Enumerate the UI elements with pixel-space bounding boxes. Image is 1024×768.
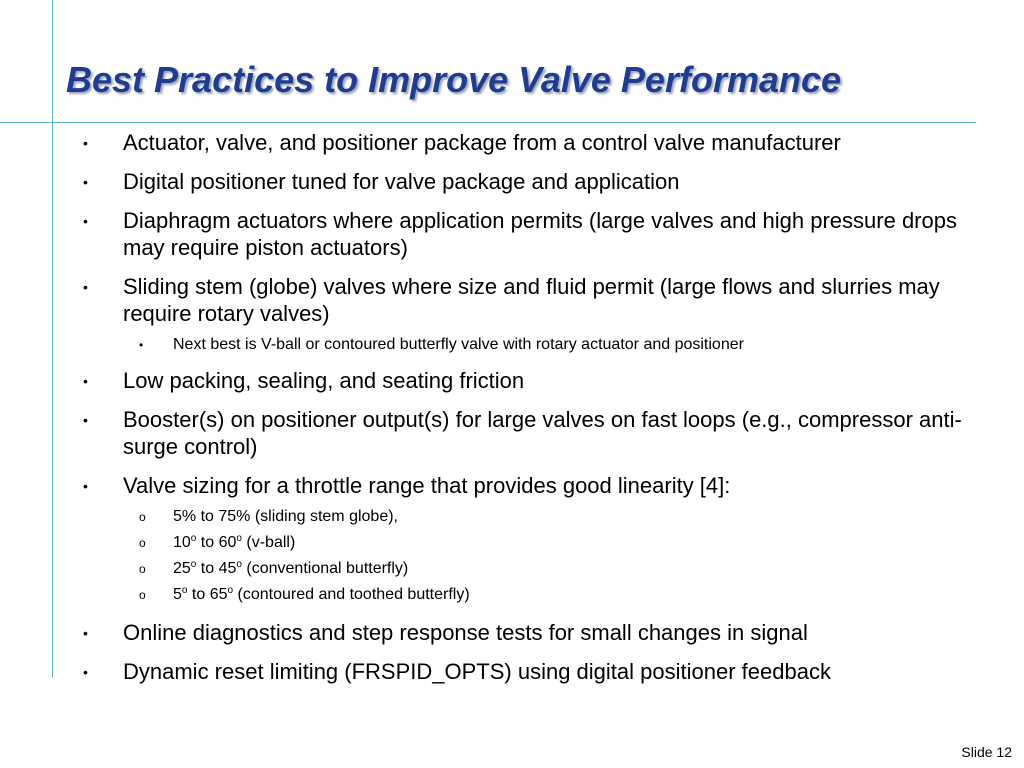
sub-bullet-item	[75, 507, 975, 527]
bullet-dot-icon: •	[83, 373, 88, 389]
sub-bullet-text: 5% to 75% (sliding stem globe),	[173, 508, 398, 525]
bullet-list	[75, 129, 975, 697]
sub-bullet-item	[75, 533, 975, 553]
bullet-item	[75, 367, 975, 394]
bullet-dot-icon: •	[83, 412, 88, 428]
bullet-text: Low packing, sealing, and seating friction	[123, 368, 525, 393]
bullet-text: Online diagnostics and step response tests for small changes in signal	[123, 620, 808, 645]
bullet-item	[75, 129, 975, 156]
bullet-dot-icon: •	[83, 664, 88, 680]
bullet-item	[75, 406, 975, 460]
sub-bullet-item	[75, 559, 975, 579]
hollow-circle-icon: o	[139, 510, 146, 524]
bullet-text: Booster(s) on positioner output(s) for large valves on fast loops (e.g., compressor anti-surge control)	[123, 407, 962, 459]
bullet-text: Valve sizing for a throttle range that provides good linearity [4]:	[123, 473, 731, 498]
vertical-rule	[52, 0, 53, 678]
bullet-dot-icon: •	[83, 478, 88, 494]
slide-title: Best Practices to Improve Valve Performance	[66, 59, 842, 100]
hollow-circle-icon: o	[139, 588, 146, 602]
bullet-item	[75, 472, 975, 499]
sub-bullet-item	[75, 335, 975, 355]
sub-bullet-dot-icon: •	[139, 338, 144, 352]
bullet-item	[75, 619, 975, 646]
bullet-dot-icon: •	[83, 174, 88, 190]
bullet-item	[75, 658, 975, 685]
bullet-item	[75, 273, 975, 327]
sub-bullet-text: 10$^o$ to 60$^o$ (v-ball)	[173, 533, 296, 551]
bullet-dot-icon: •	[83, 213, 88, 229]
bullet-text: Dynamic reset limiting (FRSPID_OPTS) using digital positioner feedback	[123, 659, 831, 684]
hollow-circle-icon: o	[139, 562, 146, 576]
sub-bullet-item	[75, 585, 975, 605]
bullet-text: Sliding stem (globe) valves where size and fluid permit (large flows and slurries may require rotary valves)	[123, 274, 940, 326]
bullet-text: Diaphragm actuators where application permits (large valves and high pressure drops may require piston actuators)	[123, 208, 957, 260]
bullet-dot-icon: •	[83, 625, 88, 641]
bullet-text: Digital positioner tuned for valve package and application	[123, 169, 680, 194]
horizontal-rule	[0, 122, 976, 123]
sub-bullet-text: Next best is V-ball or contoured butterfly valve with rotary actuator and positioner	[173, 336, 744, 353]
hollow-circle-icon: o	[139, 536, 146, 550]
slide-number: Slide 12	[961, 744, 1012, 760]
bullet-item	[75, 168, 975, 195]
sub-bullet-text: 25$^o$ to 45$^o$ (conventional butterfly)	[173, 559, 409, 577]
sub-bullet-text: 5$^o$ to 65$^o$ (contoured and toothed butterfly)	[173, 585, 470, 603]
bullet-text: Actuator, valve, and positioner package from a control valve manufacturer	[123, 130, 841, 155]
bullet-item	[75, 207, 975, 261]
bullet-dot-icon: •	[83, 279, 88, 295]
bullet-dot-icon: •	[83, 135, 88, 151]
